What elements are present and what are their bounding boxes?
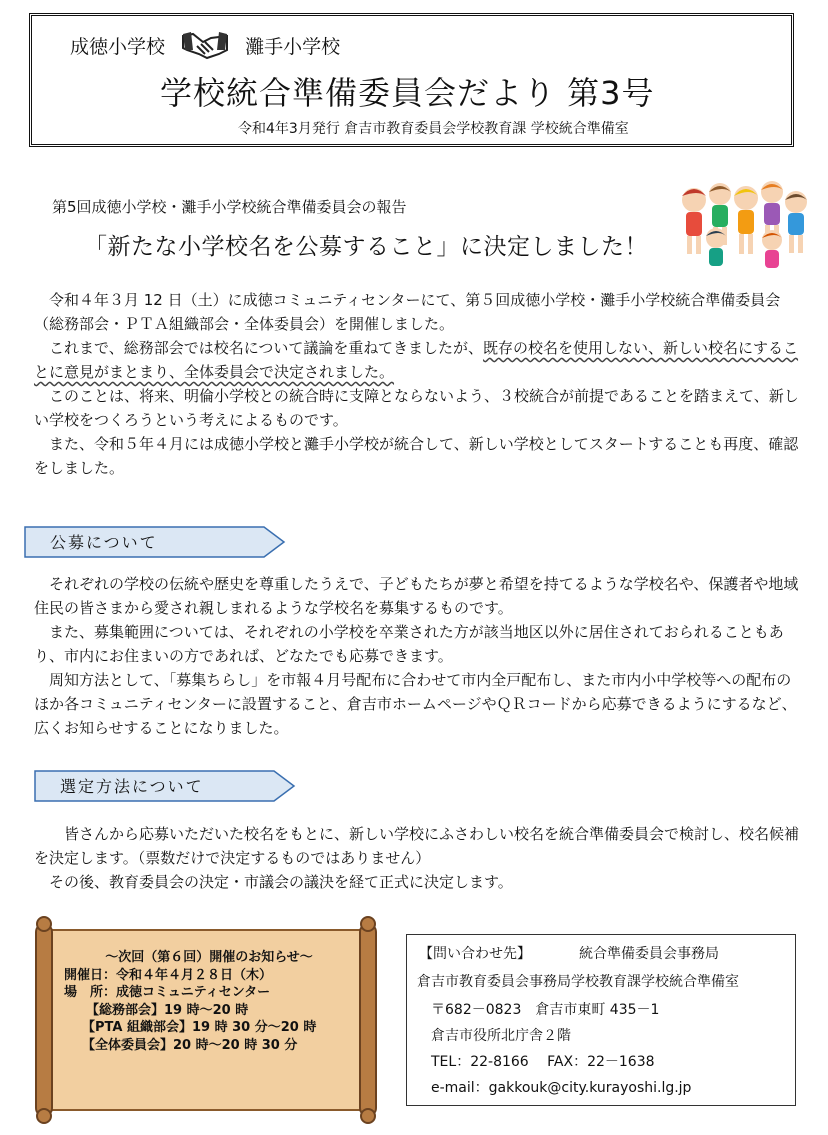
contact-office: 統合準備委員会事務局 — [579, 946, 719, 962]
next-meeting-notice — [30, 916, 382, 1124]
contact-address-2: 倉吉市役所北庁舎２階 — [431, 1028, 571, 1044]
section1-p1: それぞれの学校の伝統や歴史を尊重したうえで、子どもたちが夢と希望を持てるような学校名や、保護者や地域住民の皆さまから愛され親しまれるような学校名を募集するものです。 — [34, 575, 799, 617]
notice-date: 開催日：令和４年４月２８日（木） — [64, 967, 273, 983]
intro-p4: また、令和５年４月には成徳小学校と灘手小学校が統合して、新しい学校としてスタートすることも再度、確認をしました。 — [34, 435, 799, 477]
section2-p1: 皆さんから応募いただいた校名をもとに、新しい学校にふさわしい校名を統合準備委員会で検討し、校名候補を決定します。（票数だけで決定するものではありません） — [34, 825, 800, 867]
report-headline: 「新たな小学校名を公募すること」に決定しました！ — [84, 234, 648, 260]
contact-address-1: 〒682－0823 倉吉市東町 435－1 — [431, 1002, 660, 1018]
notice-place: 場 所：成徳コミュニティセンター — [64, 985, 271, 1000]
section1-paragraphs — [34, 572, 804, 740]
section1-p3: 周知方法として、「募集ちらし」を市報４月号配布に合わせて市内全戸配布し、また市内小中学校等への配布のほか各コミュニティセンターに設置すること、倉吉市ホームページやＱＲコードから応募できるようにするなど、広くお知らせすることになりました。 — [34, 671, 797, 737]
notice-session-3: 【全体委員会】20 時～20 時 30 分 — [82, 1037, 298, 1053]
intro-paragraphs — [34, 288, 804, 480]
notice-session-2: 【PTA 組織部会】19 時 30 分～20 時 — [82, 1020, 317, 1035]
notice-text — [64, 949, 354, 1054]
notice-session-1: 【総務部会】19 時～20 時 — [86, 1002, 249, 1018]
intro-p2 — [34, 336, 804, 384]
intro-p3: このことは、将来、明倫小学校との統合時に支障とならないよう、３校統合が前提であることを踏まえて、新しい学校をつくろうという考えによるものです。 — [34, 387, 799, 429]
newsletter-title: 学校統合準備委員会だより 第3号 — [160, 74, 655, 112]
section-label-koubo: 公募について — [50, 533, 158, 552]
handshake-icon — [181, 28, 229, 62]
section-label-sentei: 選定方法について — [60, 777, 204, 796]
report-subtitle: 第5回成徳小学校・灘手小学校統合準備委員会の報告 — [52, 198, 407, 216]
children-illustration — [676, 176, 810, 274]
school-names — [70, 28, 340, 62]
school-b: 灘手小学校 — [245, 35, 341, 58]
section-tab-sentei — [34, 770, 294, 800]
contact-phone: TEL：22-8166 FAX：22－1638 — [431, 1054, 655, 1070]
school-a: 成徳小学校 — [70, 35, 166, 58]
contact-dept: 倉吉市教育委員会事務局学校教育課学校統合準備室 — [417, 974, 739, 990]
contact-box — [406, 934, 796, 1106]
intro-p2-emphasis: 既存の校名を使用しない、新しい校名にすることに意見がまとまり、全体委員会で決定されました。 — [34, 339, 799, 381]
section2-p2: その後、教育委員会の決定・市議会の議決を経て正式に決定します。 — [49, 873, 513, 891]
section2-paragraphs — [34, 822, 804, 894]
issue-line: 令和4年3月発行 倉吉市教育委員会学校教育課 学校統合準備室 — [238, 121, 629, 137]
section-tab-koubo — [24, 526, 284, 556]
contact-email[interactable]: e-mail：gakkouk@city.kurayoshi.lg.jp — [431, 1080, 692, 1096]
contact-label: 【問い合わせ先】 — [419, 946, 531, 962]
section1-p2: また、募集範囲については、それぞれの小学校を卒業された方が該当地区以外に居住されておられることもあり、市内にお住まいの方であれば、どなたでも応募できます。 — [34, 623, 784, 665]
notice-title: ～次回（第６回）開催のお知らせ～ — [105, 950, 313, 965]
intro-p2-lead: これまで、総務部会では校名について議論を重ねてきましたが、 — [49, 339, 484, 357]
intro-p1: 令和４年３月 12 日（土）に成徳コミュニティセンターにて、第５回成徳小学校・灘手小学校統合準備委員会（総務部会・ＰＴＡ組織部会・全体委員会）を開催しました。 — [34, 291, 781, 333]
